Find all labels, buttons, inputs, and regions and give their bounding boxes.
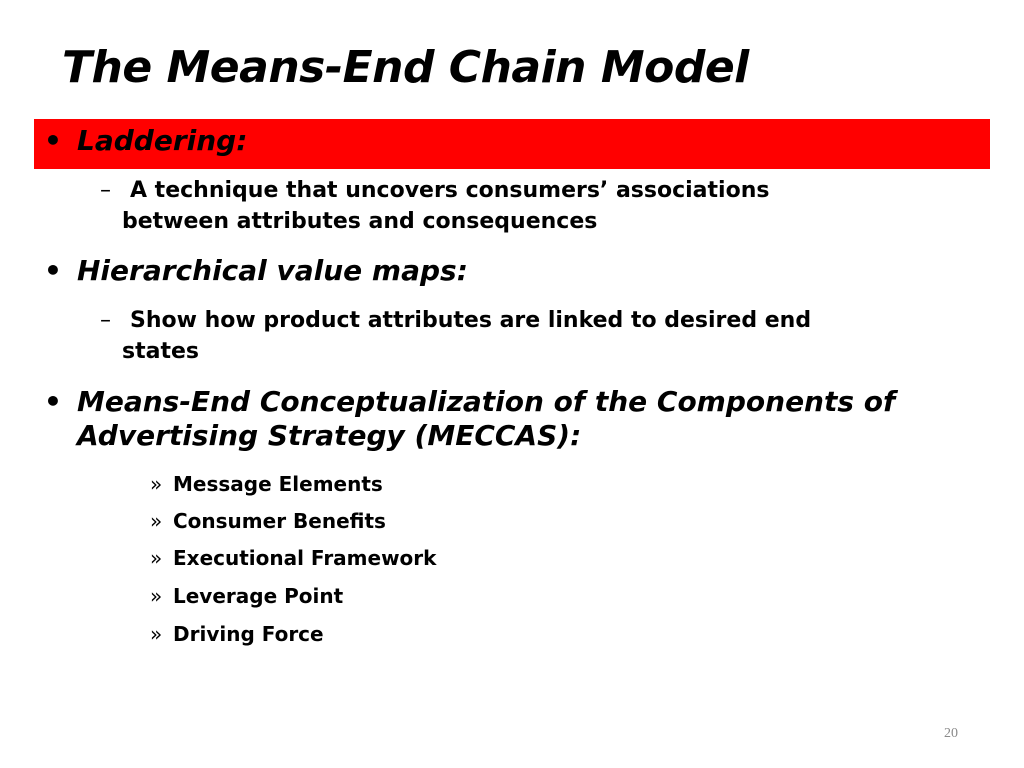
meccas-item-message-elements: [150, 471, 383, 497]
bullet-icon: •: [44, 385, 62, 418]
dash-icon: –: [100, 178, 111, 203]
meccas-item-label: Executional Framework: [173, 546, 437, 570]
bullet-meccas: [44, 385, 957, 453]
sub-bullet-text: A technique that uncovers consumers’ associations between attributes and consequences: [122, 178, 770, 234]
raquo-icon: »: [150, 584, 163, 608]
sub-bullet-text: Show how product attributes are linked to desired end states: [122, 308, 812, 364]
meccas-item-label: Consumer Benefits: [173, 509, 386, 533]
meccas-item-executional-framework: [150, 545, 436, 571]
meccas-item-leverage-point: [150, 583, 343, 609]
bullet-heading: Hierarchical value maps:: [77, 254, 468, 287]
raquo-icon: »: [150, 472, 163, 496]
bullet-icon: •: [44, 254, 62, 287]
meccas-item-driving-force: [150, 621, 324, 647]
raquo-icon: »: [150, 509, 163, 533]
sub-bullet-laddering: [100, 175, 882, 237]
dash-icon: –: [100, 308, 111, 333]
meccas-item-label: Driving Force: [173, 622, 324, 646]
raquo-icon: »: [150, 546, 163, 570]
bullet-laddering: [44, 124, 957, 158]
page-number: 20: [944, 726, 958, 741]
meccas-item-consumer-benefits: [150, 508, 386, 534]
slide-title: The Means-End Chain Model: [62, 42, 749, 93]
meccas-item-label: Leverage Point: [173, 584, 344, 608]
bullet-heading: Means-End Conceptualization of the Components of Advertising Strategy (MECCAS):: [77, 385, 896, 452]
raquo-icon: »: [150, 622, 163, 646]
bullet-heading: Laddering:: [77, 124, 248, 157]
bullet-icon: •: [44, 124, 62, 157]
bullet-hierarchical-value-maps: [44, 254, 957, 288]
meccas-item-label: Message Elements: [173, 472, 383, 496]
sub-bullet-hierarchical-value-maps: [100, 305, 882, 367]
